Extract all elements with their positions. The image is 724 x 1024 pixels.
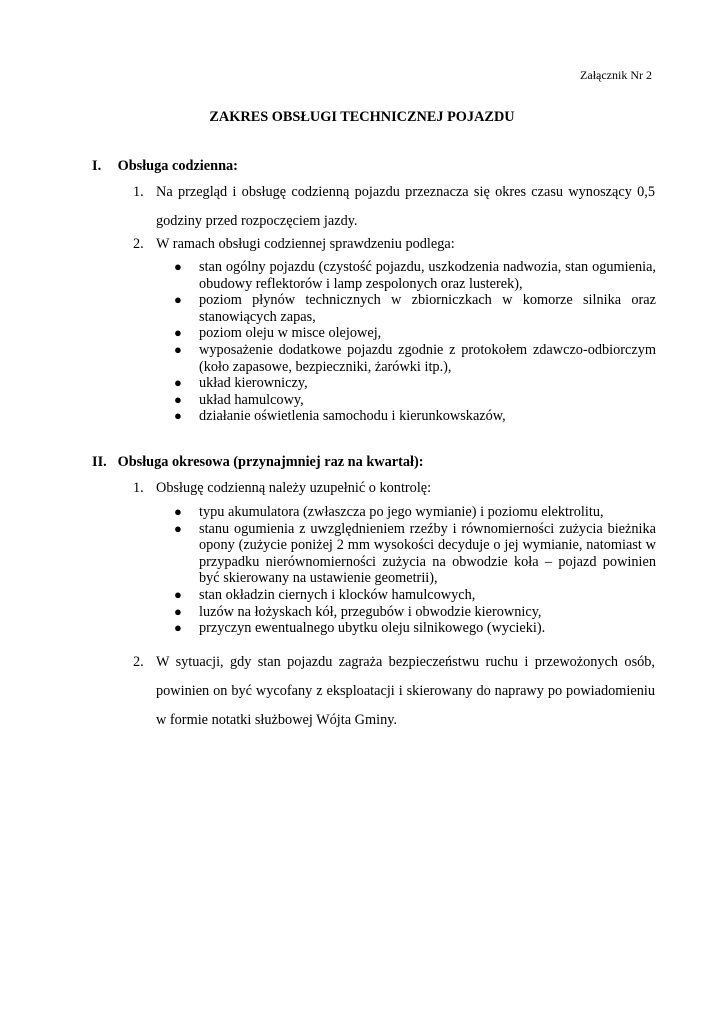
bullet-icon: ●: [174, 603, 182, 619]
bullet-icon: ●: [174, 620, 182, 636]
bullet-item: ● luzów na łożyskach kół, przegubów i obwodzie kierownicy,: [174, 603, 542, 620]
bullet-item: ● stan ogólny pojazdu (czystość pojazdu, uszkodzenia nadwozia, stan ogumienia, obudowy reflektorów i lamp zespolonych oraz lusterek),: [174, 259, 656, 292]
bullet-item: ● układ kierowniczy,: [174, 375, 308, 392]
bullet-icon: ●: [174, 325, 182, 341]
section-title: Obsługa okresowa (przynajmniej raz na kwartał):: [117, 454, 424, 470]
bullet-item: ● stanu ogumienia z uwzględnieniem rzeźby i równomierności zużycia bieżnika opony (zużycie poniżej 2 mm wysokości decyduje o jej wymianie, natomiast w przypadku nierównomierności zużycia na obwodzie koła – pojazd powinien być skierowany na ustawienie geometrii),: [174, 520, 656, 587]
list-item: [133, 474, 655, 503]
bullet-item: ● przyczyn ewentualnego ubytku oleju silnikowego (wycieki).: [174, 620, 546, 637]
bullet-icon: ●: [174, 504, 182, 519]
item-number: 1.: [133, 184, 144, 200]
bullet-list: [174, 504, 656, 637]
item-text: W sytuacji, gdy stan pojazdu zagraża bezpieczeństwu ruchu i przewożonych osób, powinien on być wycofany z eksploatacji i skierowany do naprawy po powiadomieniu w formie notatki służbowej Wójta Gminy.: [156, 654, 655, 728]
item-text: W ramach obsługi codziennej sprawdzeniu podlega:: [156, 236, 455, 252]
bullet-icon: ●: [174, 259, 182, 274]
section-title: Obsługa codzienna:: [117, 158, 238, 174]
item-number: 2.: [133, 236, 144, 252]
bullet-icon: ●: [174, 292, 182, 308]
bullet-icon: ●: [174, 586, 182, 602]
document-title: ZAKRES OBSŁUGI TECHNICZNEJ POJAZDU: [209, 109, 515, 125]
bullet-item: ● poziom płynów technicznych w zbiorniczkach w komorze silnika oraz stanowiących zapas,: [174, 292, 656, 325]
bullet-icon: ●: [174, 408, 182, 424]
list-item: [133, 648, 655, 735]
section-heading-2: [92, 453, 424, 471]
bullet-icon: ●: [174, 520, 182, 536]
bullet-icon: ●: [174, 341, 182, 357]
bullet-item: ● stan okładzin ciernych i klocków hamulcowych,: [174, 586, 476, 603]
item-number: 2.: [133, 654, 144, 670]
item-text: Na przegląd i obsługę codzienną pojazdu przeznacza się okres czasu wynoszący 0,5 godziny przed rozpoczęciem jazdy.: [156, 184, 655, 229]
item-number: 1.: [133, 480, 144, 496]
bullet-item: ● układ hamulcowy,: [174, 391, 304, 408]
bullet-item: ● poziom oleju w misce olejowej,: [174, 325, 382, 342]
list-item: [133, 230, 655, 259]
bullet-icon: ●: [174, 391, 182, 407]
bullet-list: [174, 259, 656, 425]
bullet-item: ● działanie oświetlenia samochodu i kierunkowskazów,: [174, 408, 506, 425]
item-text: Obsługę codzienną należy uzupełnić o kontrolę:: [156, 480, 432, 496]
section-heading-1: [92, 157, 238, 175]
list-item: [133, 178, 655, 236]
bullet-item: ● typu akumulatora (zwłaszcza po jego wymianie) i poziomu elektrolitu,: [174, 504, 604, 520]
annex-label: Załącznik Nr 2: [580, 68, 652, 82]
section-numeral: I.: [92, 158, 102, 174]
section-numeral: II.: [92, 454, 107, 470]
bullet-icon: ●: [174, 375, 182, 391]
bullet-item: ● wyposażenie dodatkowe pojazdu zgodnie z protokołem zdawczo-odbiorczym (koło zapasowe, bezpieczniki, żarówki itp.),: [174, 341, 656, 375]
